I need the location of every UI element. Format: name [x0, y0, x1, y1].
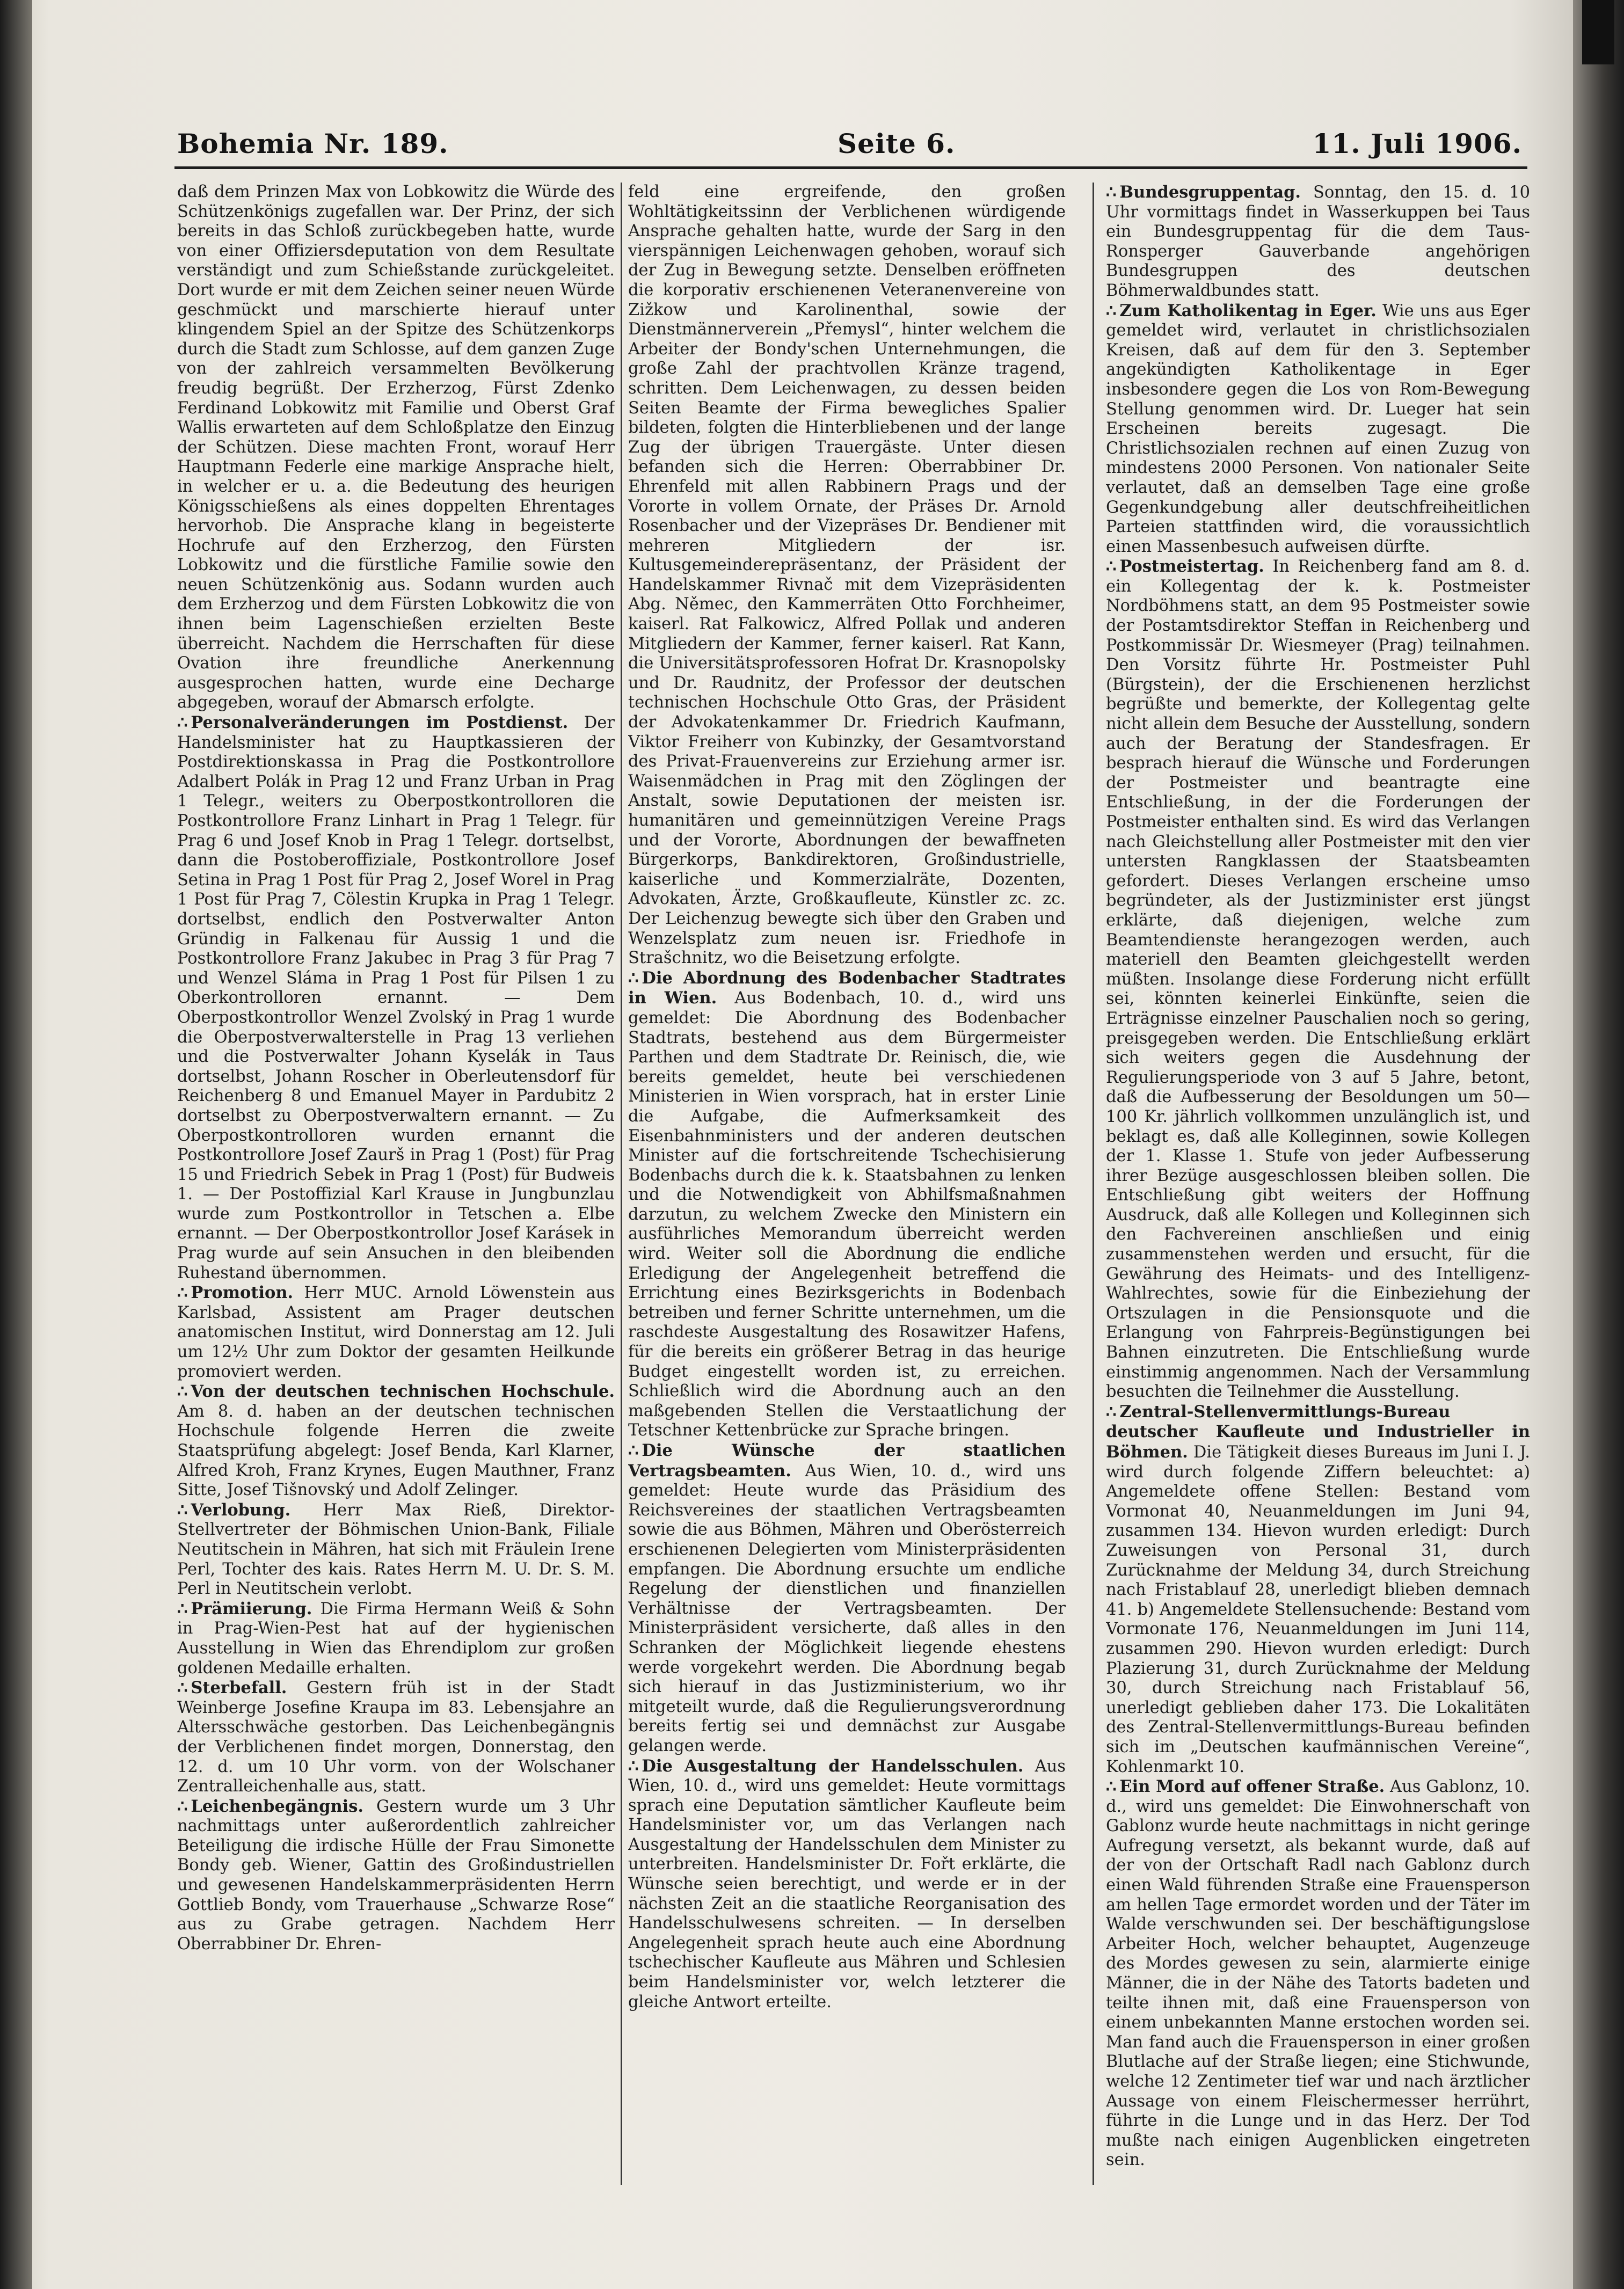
- section-marker-icon: ∴: [177, 1796, 188, 1816]
- article-heading: Die Ausgestaltung der Handelsschulen.: [642, 1756, 1024, 1776]
- section-marker-icon: ∴: [628, 1756, 639, 1776]
- article-text: daß dem Prinzen Max von Lobkowitz die Würde des Schützenkönigs zugefallen war. Der Prinz, der sich bereits in das Schloß zurückbegeben hatte, wurde von einer Offiziersdeputation von dem Resultate verständigt und zum Schießstande zurückgeleitet. Dort wurde er mit dem Zeichen seiner neuen Würde geschmückt und marschierte hierauf unter klingendem Spiel an der Spitze des Schützenkorps durch die Stadt zum Schlosse, auf dem ganzen Zuge von der zahlreich versammelten Bevölkerung freudig begrüßt. Der Erzherzog, Fürst Zdenko Ferdinand Lobkowitz mit Familie und Oberst Graf Wallis erwarteten auf dem Schloßplatze den Einzug der Schützen. Diese machten Front, worauf Herr Hauptmann Federle eine markige Ansprache hielt, in welcher er u. a. die Bedeutung des heurigen Königsschießens als eines doppelten Ehrentages hervorhob. Die Ansprache klang in begeisterte Hochrufe auf den Erzherzog, den Fürsten Lobkowitz und die fürstliche Familie sowie den neuen Schützenkönig aus. Sodann wurden auch dem Erzherzog und dem Fürsten Lobkowitz die von ihnen beim Lagenschießen erzielten Beste überreicht. Nachdem die Herrschaften für diese Ovation ihre freundliche Anerkennung ausgesprochen hatten, wurde eine Decharge abgegeben, worauf der Abmarsch erfolgte.: [177, 183, 615, 712]
- article-text: Gestern früh ist in der Stadt Weinberge Josefine Kraupa im 83. Lebensjahre an Altersschwäche gestorben. Das Leichenbegängnis der Verblichenen findet morgen, Donnerstag, den 12. d. um 10 Uhr vorm. von der Wolschaner Zentralleichenhalle aus, statt.: [177, 1679, 615, 1796]
- article-paragraph: [177, 1797, 615, 1955]
- article-paragraph: [177, 1678, 615, 1797]
- article-heading: Die Wünsche der staatlichen Vertragsbeamten.: [628, 1441, 1066, 1481]
- article-heading: Ein Mord auf offener Straße.: [1119, 1777, 1385, 1797]
- section-marker-icon: ∴: [177, 1382, 188, 1402]
- article-heading: Postmeistertag.: [1119, 557, 1264, 577]
- article-text: feld eine ergreifende, den großen Wohltätigkeitssinn der Verblichenen würdigende Ansprache gehalten hatte, wurde der Sarg in den vierspännigen Leichenwagen gehoben, worauf sich der Zug in Bewegung setzte. Denselben eröffneten die korporativ erschienenen Veteranenvereine von Zižkow und Karolinenthal, sowie der Dienstmännerverein „Přemysl“, hinter welchem die Arbeiter der Bondy'schen Unternehmungen, die große Zahl der prachtvollen Kränze tragend, schritten. Dem Leichenwagen, zu dessen beiden Seiten Beamte der Firma bewegliches Spalier bildeten, folgten die Hinterbliebenen und der lange Zug der übrigen Trauergäste. Unter diesen befanden sich die Herren: Oberrabbiner Dr. Ehrenfeld mit allen Rabbinern Prags und der Vororte in vollem Ornate, der Präses Dr. Arnold Rosenbacher und der Vizepräses Dr. Bendiener mit mehreren Mitgliedern der isr. Kultusgemeinderepräsentanz, der Präsident der Handelskammer Rivnač mit dem Vizepräsidenten Abg. Němec, den Kammerräten Otto Forchheimer, kaiserl. Rat Falkowicz, Alfred Pollak und anderen Mitgliedern der Kammer, ferner kaiserl. Rat Kann, die Universitätsprofessoren Hofrat Dr. Krasnopolsky und Dr. Raudnitz, der Professor der deutschen technischen Hochschule Otto Gras, der Präsident der Advokatenkammer Dr. Friedrich Kaufmann, Viktor Freiherr von Kubinzky, der Gesamtvorstand des Privat-Frauenvereins zur Erziehung armer isr. Waisenmädchen in Prag mit den Zöglingen der Anstalt, sowie Deputationen der meisten isr. humanitären und gemeinnützigen Vereine Prags und der Vororte, Abordnungen der bewaffneten Bürgerkorps, Bankdirektoren, Großindustrielle, kaiserliche und Kommerzialräte, Dozenten, Advokaten, Ärzte, Großkaufleute, Künstler zc. zc. Der Leichenzug bewegte sich über den Graben und Wenzelsplatz zum neuen isr. Friedhofe in Strašchnitz, wo die Beisetzung erfolgte.: [628, 183, 1066, 968]
- article-heading: Verlobung.: [191, 1500, 291, 1520]
- text-column-3: [1106, 183, 1530, 2222]
- article-paragraph: [177, 1283, 615, 1382]
- article-paragraph: [177, 1382, 615, 1500]
- article-text: Die Firma Hermann Weiß & Sohn in Prag-Wien-Pest hat auf der hygienischen Ausstellung in Wien das Ehrendiplom zur großen goldenen Medaille erhalten.: [177, 1599, 615, 1678]
- section-marker-icon: ∴: [1106, 1402, 1117, 1421]
- article-text: Sonntag, den 15. d. 10 Uhr vormittags findet in Wasserkuppen bei Taus ein Bundesgruppentag für die dem Taus-Ronsperger Gauverbande angehörigen Bundesgruppen des deutschen Böhmerwaldbundes statt.: [1106, 183, 1530, 300]
- article-text: In Reichenberg fand am 8. d. ein Kollegentag der k. k. Postmeister Nordböhmens statt, an dem 95 Postmeister sowie der Postamtsdirektor Steffan in Reichenberg und Postkommissär Dr. Wiesmeyer (Prag) teilnahmen. Den Vorsitz führte Hr. Postmeister Puhl (Bürgstein), der die Erschienenen herzlichst begrüßte und bemerkte, der Kollegentag gelte nicht allein dem Besuche der Ausstellung, sondern auch der Beratung der Standesfragen. Er besprach hierauf die Wünsche und Forderungen der Postmeister und beantragte eine Entschließung, in der die Forderungen der Postmeister enthalten sind. Es wird das Verlangen nach Gleichstellung aller Postmeister mit den vier untersten Rangklassen der Staatsbeamten gefordert. Dieses Verlangen erscheine umso begründeter, als der Justizminister erst jüngst erklärte, daß diejenigen, welche zum Beamtendienste herangezogen werden, auch materiell den Beamten gleichgestellt werden müßten. Insolange diese Forderung nicht erfüllt sei, könnten keinerlei Einkünfte, seien die Erträgnisse einzelner Pauschalien noch so gering, preisgegeben werden. Die Entschließung erklärt sich weiters gegen die Ausdehnung der Regulierungsperiode von 3 auf 5 Jahre, betont, daß die Aufbesserung der Besoldungen um 50—100 Kr. jährlich vollkommen unzulänglich ist, und beklagt es, daß alle Kolleginnen, sowie Kollegen der 1. Klasse 1. Stufe von jeder Aufbesserung ihrer Bezüge ausgeschlossen bleiben sollen. Die Entschließung gibt weiters der Hoffnung Ausdruck, daß alle Kollegen und Kolleginnen sich den Fachvereinen anschließen und einig zusammenstehen werden und ersucht, für die Gewährung des Heimats- und des Intelligenz-Wahlrechtes, sowie für die Einbeziehung der Ortszulagen in die Pensionsquote und die Erlangung von Fahrpreis-Begünstigungen bei Bahnen einzutreten. Die Entschließung wurde einstimmig angenommen. Nach der Versammlung besuchten die Teilnehmer die Ausstellung.: [1106, 557, 1530, 1402]
- article-text: Aus Wien, 10. d., wird uns gemeldet: Heute wurde das Präsidium des Reichsvereines der staatlichen Vertragsbeamten sowie die aus Böhmen, Mähren und Oberösterreich erschienenen Delegierten vom Ministerpräsidenten empfangen. Die Abordnung ersuchte um endliche Regelung der dienstlichen und finanziellen Verhältnisse der Vertragsbeamten. Der Ministerpräsident versicherte, daß alles in den Schranken der Möglichkeit liegende ehestens werde vorgekehrt werden. Die Abordnung begab sich hierauf in das Justizministerium, wo ihr mitgeteilt wurde, daß die Regulierungsverordnung bereits fertig sei und demnächst zur Ausgabe gelangen werde.: [628, 1461, 1066, 1755]
- article-text: Gestern wurde um 3 Uhr nachmittags unter außerordentlich zahlreicher Beteiligung die irdische Hülle der Frau Simonette Bondy geb. Wiener, Gattin des Großindustriellen und gewesenen Handelskammerpräsidenten Herrn Gottlieb Bondy, vom Trauerhause „Schwarze Rose“ aus zu Grabe getragen. Nachdem Herr Oberrabbiner Dr. Ehren-: [177, 1797, 615, 1953]
- column-divider: [621, 183, 622, 2185]
- article-paragraph: [628, 1756, 1066, 2013]
- article-text: Aus Gablonz, 10. d., wird uns gemeldet: Die Einwohnerschaft von Gablonz wurde heute nachmittags in nicht geringe Aufregung versetzt, als bekannt wurde, daß auf der von der Ortschaft Radl nach Gablonz durch einen Wald führenden Straße eine Frauensperson am hellen Tage ermordet worden und der Täter im Walde verschwunden sei. Der beschäftigungslose Arbeiter Hoch, welcher behauptet, Augenzeuge des Mordes gewesen zu sein, alarmierte einige Männer, die in der Nähe des Tatorts badeten und teilte ihnen mit, daß eine Frauensperson von einem unbekannten Manne erstochen worden sei. Man fand auch die Frauensperson in einer großen Blutlache auf der Straße liegen; eine Stichwunde, welche 12 Zentimeter tief war und nach ärztlicher Aussage von einem Fleischermesser herrührt, führte in die Lunge und in das Herz. Der Tod mußte nach einigen Augenblicken eingetreten sein.: [1106, 1777, 1530, 2170]
- article-heading: Sterbefall.: [191, 1678, 287, 1698]
- section-marker-icon: ∴: [1106, 557, 1117, 577]
- article-heading: Leichenbegängnis.: [191, 1796, 364, 1816]
- article-paragraph: [177, 1599, 615, 1678]
- section-marker-icon: ∴: [1106, 301, 1117, 320]
- section-marker-icon: ∴: [177, 1678, 188, 1698]
- article-text: Herr Max Rieß, Direktor-Stellvertreter der Böhmischen Union-Bank, Filiale Neutitschein in Mähren, hat sich mit Fräulein Irene Perl, Tochter des kais. Rates Herrn M. U. Dr. S. M. Perl in Neutitschein verlobt.: [177, 1500, 615, 1599]
- article-paragraph: [1106, 183, 1530, 301]
- article-heading: Von der deutschen technischen Hochschule.: [191, 1382, 615, 1402]
- article-text: Die Tätigkeit dieses Bureaus im Juni I. J. wird durch folgende Ziffern beleuchtet: a) Angemeldete offene Stellen: Bestand vom Vormonat 40, Neuanmeldungen im Juni 94, zusammen 134. Hievon wurden erledigt: Durch Zuweisungen von Personal 31, durch Zurücknahme der Meldung 34, durch Streichung nach Fristablauf 28, unerledigt blieben demnach 41. b) Angemeldete Stellensuchende: Bestand vom Vormonate 176, Neuanmeldungen im Juni 114, zusammen 290. Hievon wurden erledigt: Durch Plazierung 31, durch Zurücknahme der Meldung 30, durch Streichung nach Fristablauf 56, unerledigt geblieben daher 173. Die Lokalitäten des Zentral-Stellenvermittlungs-Bureau befinden sich im „Deutschen kaufmännischen Vereine“, Kohlenmarkt 10.: [1106, 1443, 1530, 1776]
- scan-binding-edge: [0, 0, 32, 2289]
- article-heading: Zum Katholikentag in Eger.: [1119, 301, 1377, 320]
- article-heading: Zentral-Stellenvermittlungs-Bureau deutscher Kaufleute und Industrieller in Böhmen.: [1106, 1402, 1530, 1462]
- running-header-title: Bohemia Nr. 189.: [177, 128, 449, 159]
- section-marker-icon: ∴: [628, 1441, 639, 1460]
- section-marker-icon: ∴: [628, 968, 639, 988]
- article-text: Herr MUC. Arnold Löwenstein aus Karlsbad, Assistent am Prager deutschen anatomischen Institut, wird Donnerstag am 12. Juli um 12½ Uhr zum Doktor der gesamten Heilkunde promoviert werden.: [177, 1284, 615, 1381]
- article-text: Aus Bodenbach, 10. d., wird uns gemeldet: Die Abordnung des Bodenbacher Stadtrats, bestehend aus dem Bürgermeister Parthen und dem Stadtrate Dr. Reinisch, die, wie bereits gemeldet, heute bei verschiedenen Ministerien in Wien vorsprach, hat in erster Linie die Aufgabe, die Aufmerksamkeit des Eisenbahnministers und der anderen deutschen Minister auf die fortschreitende Tschechisierung Bodenbachs durch die k. k. Staatsbahnen zu lenken und die Notwendigkeit von Abhilfsmaßnahmen darzutun, zu welchem Zwecke den Ministern ein ausführliches Memorandum überreicht werden wird. Weiter soll die Abordnung die endliche Erledigung der Angelegenheit betreffend die Errichtung eines Bezirksgerichts in Bodenbach betreiben und ferner Schritte unternehmen, um die raschdeste Ausgestaltung des Rosawitzer Hafens, für die bereits ein größerer Betrag in das heurige Budget eingestellt worden ist, zu erreichen. Schließlich wird die Abordnung auch an den maßgebenden Stellen die Verstaatlichung der Tetschner Kettenbrücke zur Sprache bringen.: [628, 989, 1066, 1440]
- article-text: Der Handelsminister hat zu Hauptkassieren der Postdirektionskassa in Prag die Postkontrollore Adalbert Polák in Prag 12 und Franz Urban in Prag 1 Telegr., weiters zu Oberpostkontrolloren die Postkontrollore Franz Linhart in Prag 1 Telegr. für Prag 6 und Josef Knob in Prag 1 Telegr. dortselbst, dann die Postoberoffiziale, Postkontrollore Josef Setina in Prag 1 Post für Prag 2, Josef Worel in Prag 1 Post für Prag 7, Cölestin Krupka in Prag 1 Telegr. dortselbst, endlich den Postverwalter Anton Gründig in Falkenau für Aussig 1 und die Postkontrollore Franz Jakubec in Prag 3 für Prag 7 und Wenzel Sláma in Prag 1 Post für Pilsen 1 zu Oberkontrolloren ernannt. — Dem Oberpostkontrollor Wenzel Zvolský in Prag 1 wurde die Oberpostverwalterstelle in Prag 13 verliehen und die Postverwalter Johann Kyselák in Taus dortselbst, Johann Roscher in Oberleutensdorf für Reichenberg 8 und Emanuel Mayer in Pardubitz 2 dortselbst zu Oberpostverwaltern ernannt. — Zu Oberpostkontrolloren wurden ernannt die Postkontrollore Josef Zaurš in Prag 1 (Post) für Prag 15 und Friedrich Sebek in Prag 1 (Post) für Budweis 1. — Der Postoffizial Karl Krause in Jungbunzlau wurde zum Postkontrollor in Tetschen a. Elbe ernannt. — Der Oberpostkontrollor Josef Karásek in Prag wurde auf sein Ansuchen in den bleibenden Ruhestand übernommen.: [177, 713, 615, 1282]
- article-text: Aus Wien, 10. d., wird uns gemeldet: Heute vormittags sprach eine Deputation sämtlicher Kaufleute beim Handelsminister vor, um das Verlangen nach Ausgestaltung der Handelsschulen dem Minister zu unterbreiten. Handelsminister Dr. Fořt erklärte, die Wünsche seien berechtigt, und werde er in der nächsten Zeit an die staatliche Reorganisation des Handelsschulwesens schreiten. — In derselben Angelegenheit sprach heute auch eine Abordnung tschechischer Kaufleute aus Mähren und Schlesien beim Handelsminister vor, welch letzterer die gleiche Antwort erteilte.: [628, 1756, 1066, 2011]
- article-paragraph: [1106, 301, 1530, 557]
- page-number: Seite 6.: [838, 128, 956, 159]
- article-paragraph: [628, 968, 1066, 1441]
- text-column-2: [628, 183, 1066, 2222]
- article-text: Wie uns aus Eger gemeldet wird, verlautet in christlichsozialen Kreisen, daß auf dem für den 3. September angekündigten Katholikentage in Eger insbesondere gegen die Los von Rom-Bewegung Stellung genommen wird. Dr. Lueger hat sein Erscheinen bereits zugesagt. Die Christlichsozialen rechnen auf einen Zuzug von mindestens 2000 Personen. Von nationaler Seite verlautet, daß an demselben Tage eine große Gegenkundgebung aller deutschfreiheitlichen Parteien stattfinden wird, die voraussichtlich einen Massenbesuch aufweisen dürfte.: [1106, 301, 1530, 556]
- section-marker-icon: ∴: [177, 1500, 188, 1520]
- scan-right-edge: [1573, 0, 1624, 2289]
- section-marker-icon: ∴: [177, 1599, 188, 1619]
- issue-date: 11. Juli 1906.: [1312, 128, 1522, 159]
- article-heading: Personalveränderungen im Postdienst.: [191, 713, 569, 733]
- article-paragraph: [628, 1441, 1066, 1756]
- article-paragraph: [1106, 1402, 1530, 1777]
- article-heading: Die Abordnung des Bodenbacher Stadtrates in Wien.: [628, 968, 1066, 1008]
- article-heading: Bundesgruppentag.: [1119, 183, 1301, 202]
- column-divider: [1093, 183, 1094, 2185]
- section-marker-icon: ∴: [177, 713, 188, 733]
- scan-tab-marker: [1582, 0, 1614, 64]
- article-heading: Promotion.: [191, 1283, 294, 1303]
- article-paragraph: [177, 1500, 615, 1599]
- article-paragraph: [1106, 557, 1530, 1402]
- header-rule: [174, 166, 1527, 169]
- text-column-1: [177, 183, 615, 2222]
- article-heading: Prämiierung.: [191, 1599, 312, 1619]
- article-paragraph: [177, 713, 615, 1283]
- article-paragraph: [628, 183, 1066, 968]
- article-paragraph: [1106, 1777, 1530, 2170]
- article-paragraph: [177, 183, 615, 713]
- article-text: Am 8. d. haben an der deutschen technischen Hochschule folgende Herren die zweite Staatsprüfung abgelegt: Josef Benda, Karl Klarner, Alfred Kroh, Franz Krynes, Eugen Mauthner, Franz Sitte, Josef Tišnovský und Adolf Zelinger.: [177, 1402, 615, 1500]
- section-marker-icon: ∴: [1106, 1777, 1117, 1797]
- section-marker-icon: ∴: [1106, 183, 1117, 202]
- section-marker-icon: ∴: [177, 1283, 188, 1303]
